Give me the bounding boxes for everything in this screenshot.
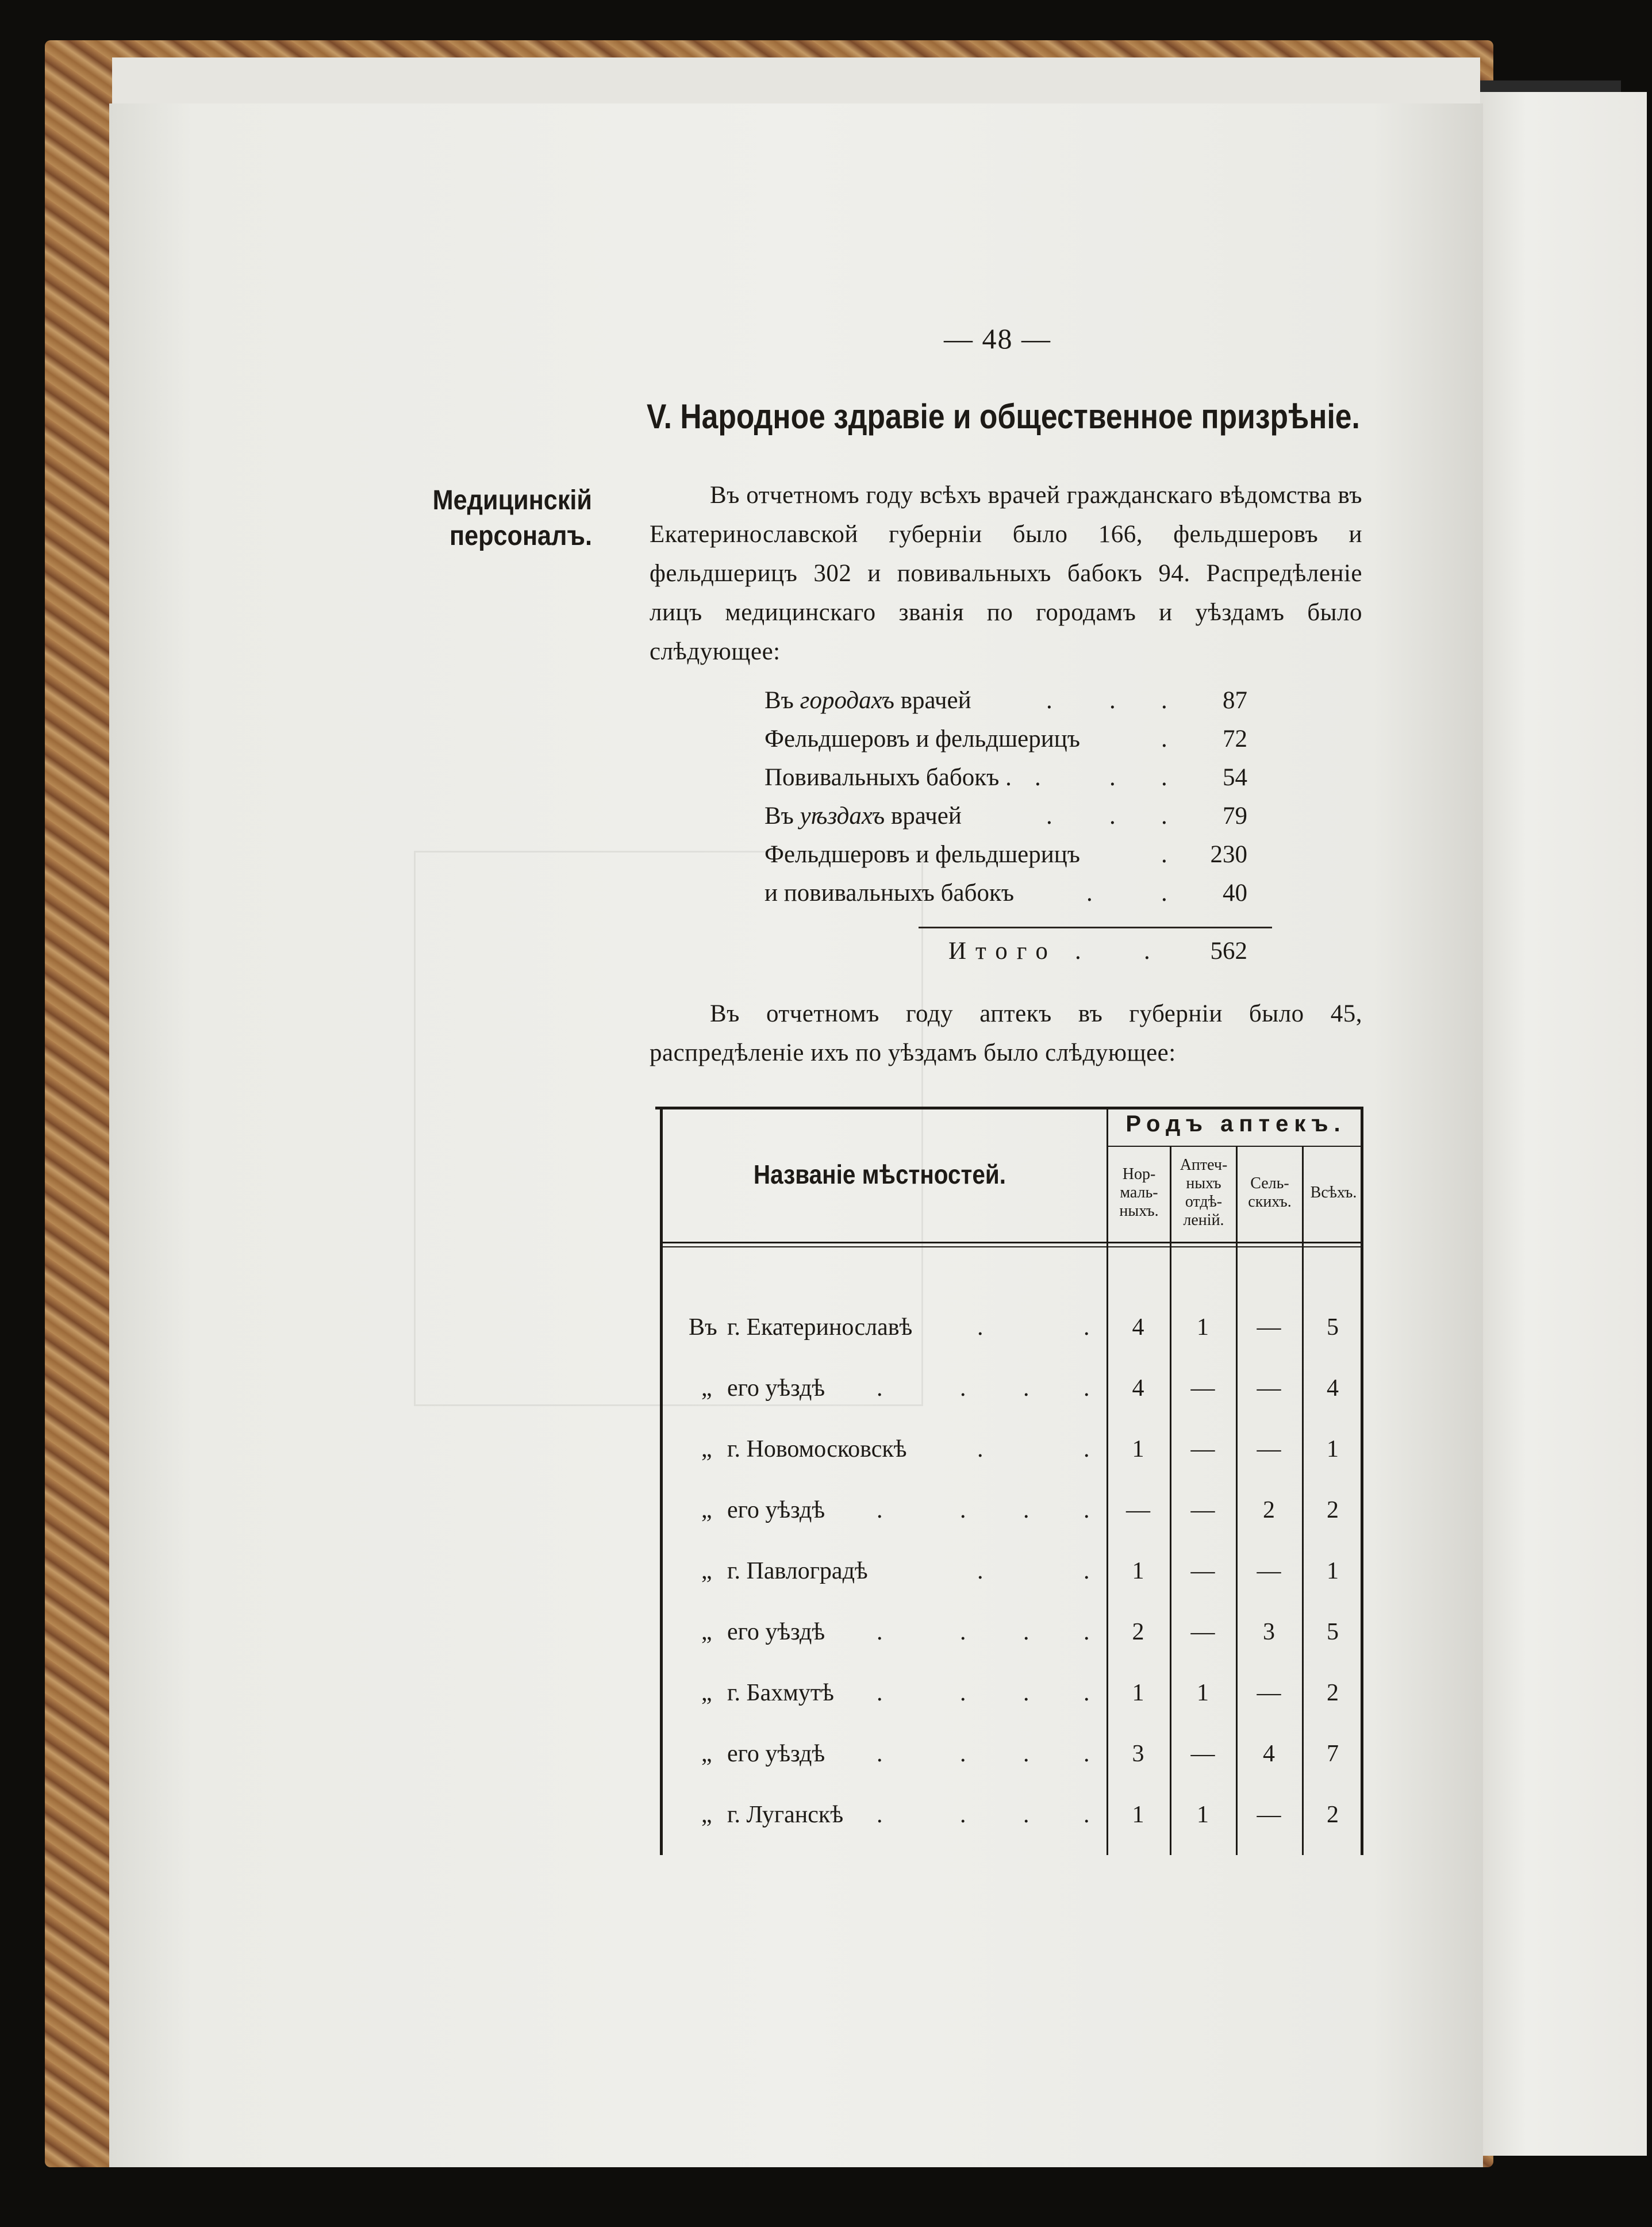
header-bottom-rule-2 xyxy=(660,1246,1363,1247)
total-value: 562 xyxy=(1210,938,1247,965)
row-place: г. Павлоградѣ xyxy=(727,1558,868,1584)
table-row xyxy=(655,1374,1363,1435)
table-row xyxy=(655,1557,1363,1618)
distribution-label: Въ уѣздахъ врачей xyxy=(764,803,962,830)
total-label: Итого xyxy=(948,938,1057,965)
leader-dot: . xyxy=(1023,1741,1029,1767)
leader-dot: . xyxy=(1046,803,1052,830)
leader-dot: . xyxy=(960,1619,966,1645)
row-place: г. Луганскѣ xyxy=(727,1802,844,1828)
table-cell: — xyxy=(1257,1802,1281,1828)
column-header: Аптеч- ныхъ отдѣ- леній. xyxy=(1180,1156,1228,1229)
leader-dot: . xyxy=(1161,841,1167,868)
table-cell: — xyxy=(1257,1314,1281,1341)
row-prefix: „ xyxy=(701,1497,712,1523)
row-prefix: Въ xyxy=(689,1314,717,1341)
table-cell: 1 xyxy=(1327,1436,1339,1462)
leader-dot: . xyxy=(1023,1619,1029,1645)
leader-dot: . xyxy=(1161,687,1167,714)
leader-dot: . xyxy=(977,1558,983,1584)
leader-dot: . xyxy=(1084,1558,1090,1584)
leader-dot: . xyxy=(1084,1802,1090,1828)
distribution-row xyxy=(764,836,1247,874)
table-cell: 2 xyxy=(1263,1497,1275,1523)
table-cell: — xyxy=(1257,1375,1281,1402)
side-heading-line-2: персоналъ. xyxy=(450,521,592,551)
header-pharmacy-types: Родъ аптекъ. xyxy=(1125,1111,1346,1136)
column-header: Сель- скихъ. xyxy=(1248,1174,1292,1211)
leader-dot: . xyxy=(1084,1314,1090,1341)
table-cell: — xyxy=(1257,1680,1281,1706)
distribution-row xyxy=(764,720,1247,759)
leader-dot: . xyxy=(960,1741,966,1767)
row-prefix: „ xyxy=(701,1741,712,1767)
table-cell: — xyxy=(1126,1497,1150,1523)
table-cell: 4 xyxy=(1132,1314,1144,1341)
paragraph-pharmacies: Въ отчетномъ году аптекъ въ губерніи было 45, распредѣленіе ихъ по уѣздамъ было слѣдующее: xyxy=(650,1000,1362,1066)
table-cell: — xyxy=(1190,1497,1215,1523)
leader-dot: . xyxy=(960,1802,966,1828)
row-place: г. Бахмутѣ xyxy=(727,1680,834,1706)
leader-dot: . xyxy=(1023,1680,1029,1706)
table-cell: 3 xyxy=(1132,1741,1144,1767)
table-cell: — xyxy=(1190,1558,1215,1584)
leader-dot: . xyxy=(1161,880,1167,907)
leader-dot: . xyxy=(1023,1497,1029,1523)
row-prefix: „ xyxy=(701,1619,712,1645)
page-number: — 48 — xyxy=(944,322,1051,355)
leader-dot: . xyxy=(877,1680,883,1706)
leader-dot: . xyxy=(1084,1436,1090,1462)
distribution-row xyxy=(764,874,1247,913)
row-place: г. Екатеринославѣ xyxy=(727,1314,913,1341)
distribution-value: 79 xyxy=(1223,803,1247,830)
table-row xyxy=(655,1314,1363,1374)
leader-dot: . xyxy=(977,1436,983,1462)
leader-dot: . xyxy=(1084,1497,1090,1523)
distribution-label: Фельдшеровъ и фельдшерицъ xyxy=(764,841,1081,868)
distribution-label: Повивальныхъ бабокъ . xyxy=(764,764,1012,791)
table-cell: 1 xyxy=(1197,1680,1209,1706)
leader-dot: . xyxy=(1161,803,1167,830)
table-cell: — xyxy=(1190,1375,1215,1402)
distribution-row xyxy=(764,759,1247,797)
table-cell: 2 xyxy=(1327,1680,1339,1706)
leader-dot: . xyxy=(1084,1680,1090,1706)
distribution-value: 72 xyxy=(1223,725,1247,752)
column-header: Всѣхъ. xyxy=(1310,1184,1357,1201)
leader-dot: . xyxy=(1075,938,1081,965)
table-cell: 1 xyxy=(1197,1314,1209,1341)
leader-dot: . xyxy=(1086,880,1093,907)
leader-dot: . xyxy=(877,1741,883,1767)
distribution-value: 40 xyxy=(1223,880,1247,907)
header-place-name: Названіе мѣстностей. xyxy=(753,1159,1006,1189)
distribution-label: и повивальныхъ бабокъ xyxy=(764,880,1015,907)
row-place: г. Новомосковскѣ xyxy=(727,1436,907,1462)
leader-dot: . xyxy=(1109,803,1116,830)
leader-dot: . xyxy=(1084,1375,1090,1402)
paragraph-personnel: Въ отчетномъ году всѣхъ врачей гражданскаго вѣдомства въ Екатеринославской губерніи было 166, фельдшеровъ и фельдшерицъ 302 и повивальныхъ бабокъ 94. Распредѣленіе лицъ медицинскаго званія по городамъ и уѣздамъ было слѣдующее: xyxy=(650,482,1362,665)
leader-dot: . xyxy=(960,1375,966,1402)
leader-dot: . xyxy=(1023,1375,1029,1402)
table-cell: 1 xyxy=(1132,1802,1144,1828)
row-prefix: „ xyxy=(701,1436,712,1462)
table-row xyxy=(655,1618,1363,1679)
leader-dot: . xyxy=(1035,764,1041,791)
leader-dot: . xyxy=(960,1680,966,1706)
distribution-label: Въ городахъ врачей xyxy=(764,687,971,714)
table-row xyxy=(655,1801,1363,1862)
row-place: его уѣздѣ xyxy=(727,1375,825,1402)
row-place: его уѣздѣ xyxy=(727,1497,825,1523)
leader-dot: . xyxy=(1084,1619,1090,1645)
leader-dot: . xyxy=(877,1802,883,1828)
table-cell: 1 xyxy=(1132,1680,1144,1706)
column-header: Нор- маль- ныхъ. xyxy=(1119,1165,1159,1220)
leader-dot: . xyxy=(1023,1802,1029,1828)
table-top-rule xyxy=(655,1107,1363,1109)
facing-page-edge xyxy=(1474,92,1647,2156)
leader-dot: . xyxy=(1144,938,1150,965)
table-cell: 1 xyxy=(1132,1436,1144,1462)
table-cell: — xyxy=(1190,1741,1215,1767)
table-cell: 7 xyxy=(1327,1741,1339,1767)
distribution-row xyxy=(764,682,1247,720)
leader-dot: . xyxy=(877,1375,883,1402)
pharmacy-table xyxy=(655,1107,1363,1855)
row-place: его уѣздѣ xyxy=(727,1619,825,1645)
leader-dot: . xyxy=(1046,687,1052,714)
table-cell: 4 xyxy=(1263,1741,1275,1767)
leader-dot: . xyxy=(1161,764,1167,791)
leader-dot: . xyxy=(877,1619,883,1645)
distribution-value: 230 xyxy=(1210,841,1247,868)
section-title: V. Народное здравіе и общественное призрѣніе. xyxy=(647,397,1360,436)
table-row xyxy=(655,1679,1363,1740)
side-heading-line-1: Медицинскій xyxy=(432,485,592,516)
table-cell: 4 xyxy=(1132,1375,1144,1402)
total-row xyxy=(764,937,1247,976)
personnel-distribution-list xyxy=(764,682,1247,913)
leader-dot: . xyxy=(977,1314,983,1341)
table-cell: 2 xyxy=(1327,1802,1339,1828)
table-cell: — xyxy=(1257,1436,1281,1462)
table-cell: — xyxy=(1190,1619,1215,1645)
leader-dot: . xyxy=(877,1497,883,1523)
distribution-label: Фельдшеровъ и фельдшерицъ xyxy=(764,725,1081,752)
table-cell: 2 xyxy=(1132,1619,1144,1645)
table-cell: 5 xyxy=(1327,1619,1339,1645)
table-row xyxy=(655,1496,1363,1557)
leader-dot: . xyxy=(1161,725,1167,752)
table-cell: 2 xyxy=(1327,1497,1339,1523)
side-heading xyxy=(416,483,592,554)
distribution-row xyxy=(764,797,1247,836)
leader-dot: . xyxy=(1084,1741,1090,1767)
table-row xyxy=(655,1435,1363,1496)
table-cell: 1 xyxy=(1327,1558,1339,1584)
row-prefix: „ xyxy=(701,1680,712,1706)
table-cell: 5 xyxy=(1327,1314,1339,1341)
distribution-value: 54 xyxy=(1223,764,1247,791)
row-prefix: „ xyxy=(701,1375,712,1402)
table-row xyxy=(655,1740,1363,1801)
total-rule xyxy=(919,927,1272,928)
distribution-value: 87 xyxy=(1223,687,1247,714)
row-prefix: „ xyxy=(701,1558,712,1584)
table-cell: — xyxy=(1190,1436,1215,1462)
leader-dot: . xyxy=(1109,687,1116,714)
header-bottom-rule xyxy=(660,1242,1363,1243)
leader-dot: . xyxy=(1109,764,1116,791)
leader-dot: . xyxy=(960,1497,966,1523)
table-cell: 4 xyxy=(1327,1375,1339,1402)
table-cell: 3 xyxy=(1263,1619,1275,1645)
row-place: его уѣздѣ xyxy=(727,1741,825,1767)
table-cell: 1 xyxy=(1197,1802,1209,1828)
table-cell: 1 xyxy=(1132,1558,1144,1584)
row-prefix: „ xyxy=(701,1802,712,1828)
table-cell: — xyxy=(1257,1558,1281,1584)
